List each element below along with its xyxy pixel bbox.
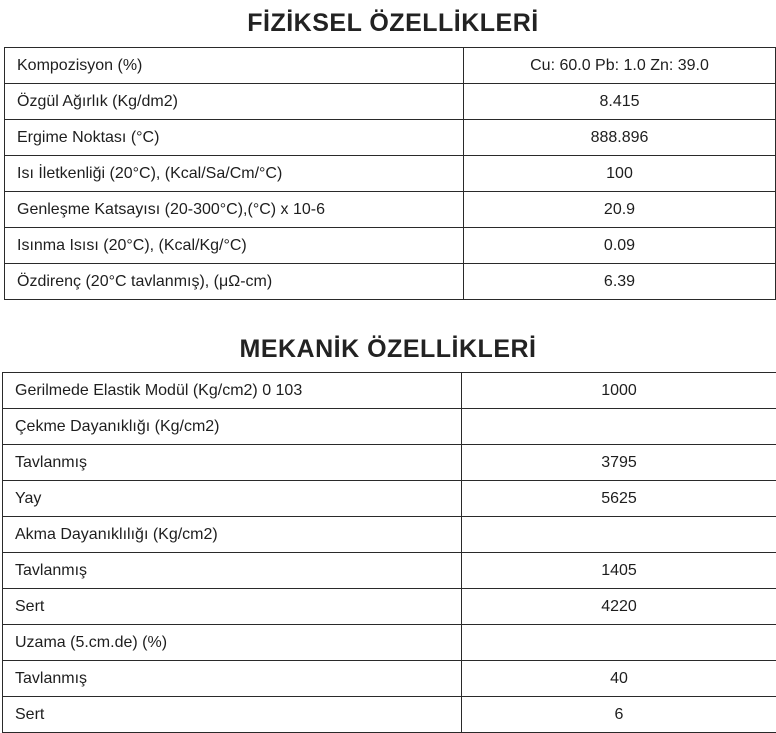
table-row	[3, 625, 776, 661]
property-label: Sert	[3, 697, 462, 733]
table-row	[5, 120, 776, 156]
property-value: 4220	[462, 589, 776, 625]
property-label: Genleşme Katsayısı (20-300°C),(°C) x 10-6	[5, 192, 464, 228]
property-value: Cu: 60.0 Pb: 1.0 Zn: 39.0	[464, 48, 776, 84]
property-label: Gerilmede Elastik Modül (Kg/cm2) 0 103	[3, 373, 462, 409]
property-label: Tavlanmış	[3, 661, 462, 697]
property-value	[462, 517, 776, 553]
property-label: Tavlanmış	[3, 553, 462, 589]
property-label: Isı İletkenliği (20°C), (Kcal/Sa/Cm/°C)	[5, 156, 464, 192]
table-row	[5, 192, 776, 228]
physical-properties-table	[4, 47, 776, 300]
property-label: Özgül Ağırlık (Kg/dm2)	[5, 84, 464, 120]
physical-properties-title: FİZİKSEL ÖZELLİKLERİ	[5, 9, 776, 38]
property-label: Çekme Dayanıklığı (Kg/cm2)	[3, 409, 462, 445]
property-value: 1000	[462, 373, 776, 409]
property-label: Kompozisyon (%)	[5, 48, 464, 84]
table-row	[3, 697, 776, 733]
property-label: Akma Dayanıklılığı (Kg/cm2)	[3, 517, 462, 553]
table-row	[3, 589, 776, 625]
property-label: Yay	[3, 481, 462, 517]
table-row	[3, 373, 776, 409]
table-row	[5, 264, 776, 300]
table-row	[3, 553, 776, 589]
table-row	[3, 661, 776, 697]
mechanical-properties-title: MEKANİK ÖZELLİKLERİ	[0, 335, 776, 364]
property-label: Sert	[3, 589, 462, 625]
table-row	[3, 481, 776, 517]
property-value: 8.415	[464, 84, 776, 120]
property-value	[462, 625, 776, 661]
property-label: Tavlanmış	[3, 445, 462, 481]
property-value: 5625	[462, 481, 776, 517]
property-value	[462, 409, 776, 445]
property-label: Ergime Noktası (°C)	[5, 120, 464, 156]
table-row	[3, 445, 776, 481]
table-row	[5, 48, 776, 84]
mechanical-properties-table	[2, 372, 776, 733]
property-value: 6.39	[464, 264, 776, 300]
property-label: Özdirenç (20°C tavlanmış), (μΩ-cm)	[5, 264, 464, 300]
table-row	[5, 84, 776, 120]
property-value: 100	[464, 156, 776, 192]
table-row	[5, 228, 776, 264]
property-label: Isınma Isısı (20°C), (Kcal/Kg/°C)	[5, 228, 464, 264]
property-value: 1405	[462, 553, 776, 589]
table-row	[3, 517, 776, 553]
property-value: 20.9	[464, 192, 776, 228]
property-label: Uzama (5.cm.de) (%)	[3, 625, 462, 661]
property-value: 0.09	[464, 228, 776, 264]
table-row	[5, 156, 776, 192]
property-value: 40	[462, 661, 776, 697]
property-value: 888.896	[464, 120, 776, 156]
table-row	[3, 409, 776, 445]
property-value: 6	[462, 697, 776, 733]
property-value: 3795	[462, 445, 776, 481]
